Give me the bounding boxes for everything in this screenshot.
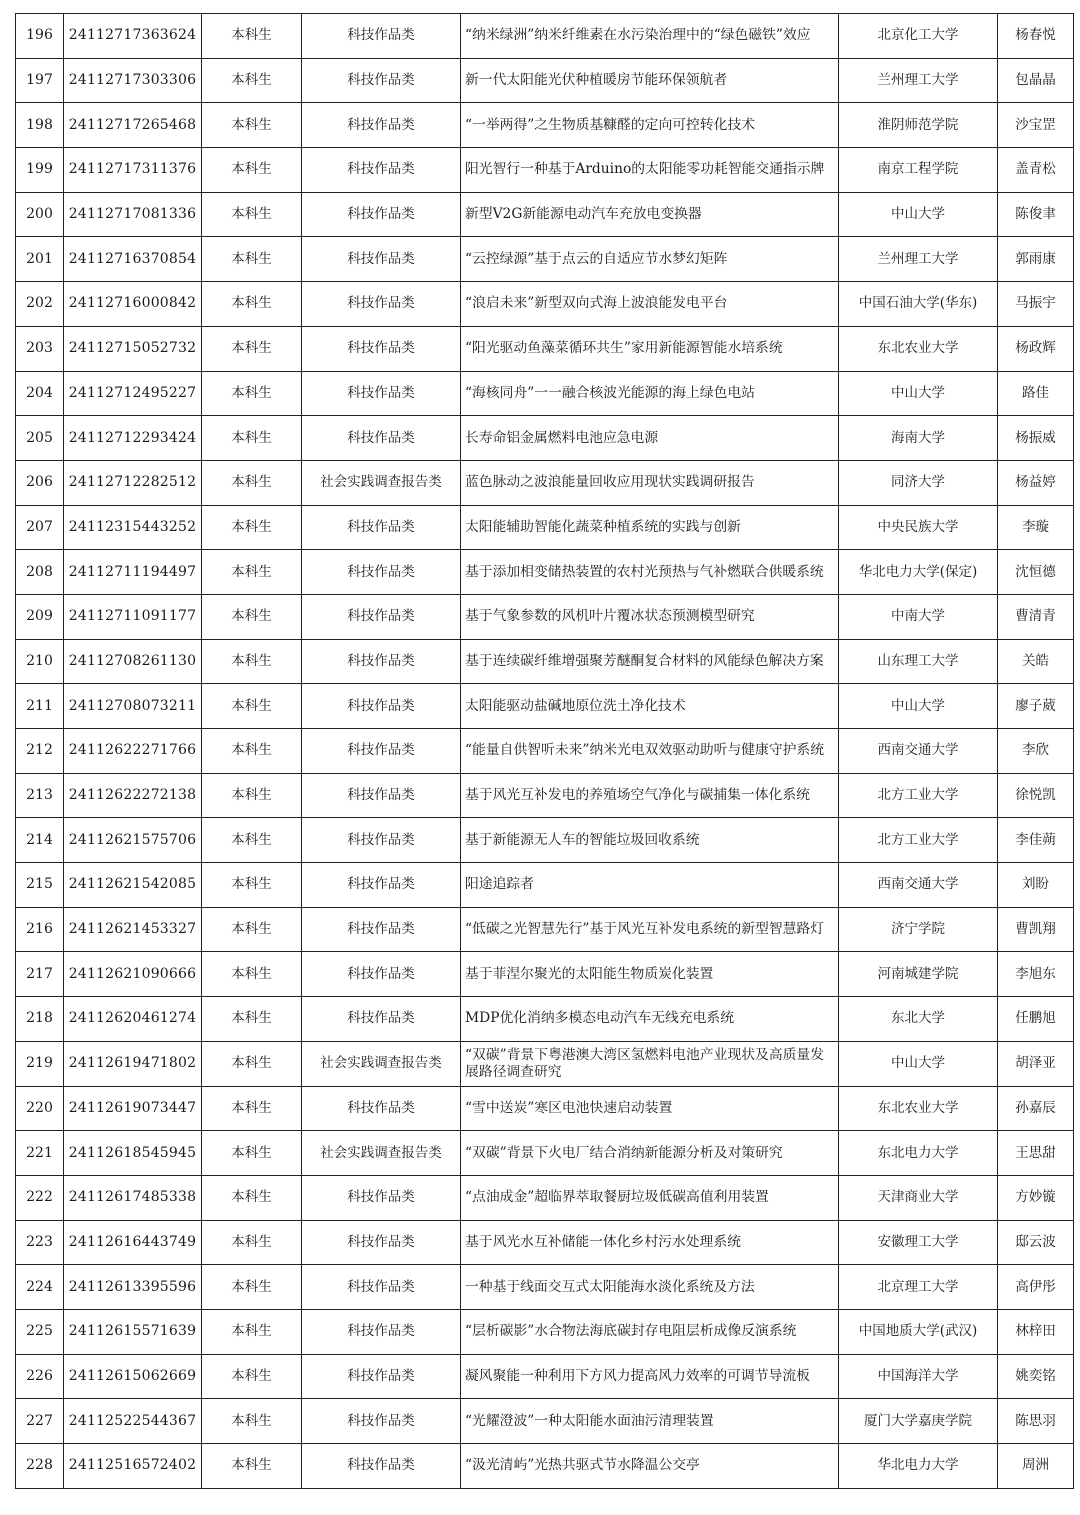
entry-code: 24112619073447 bbox=[64, 1086, 202, 1131]
school-name: 天津商业大学 bbox=[839, 1175, 998, 1220]
student-level: 本科生 bbox=[202, 1220, 302, 1265]
student-level: 本科生 bbox=[202, 505, 302, 550]
student-level: 本科生 bbox=[202, 192, 302, 237]
school-name: 海南大学 bbox=[839, 416, 998, 461]
entry-code: 24112621090666 bbox=[64, 952, 202, 997]
student-level: 本科生 bbox=[202, 326, 302, 371]
student-level: 本科生 bbox=[202, 639, 302, 684]
row-number: 228 bbox=[16, 1444, 64, 1489]
school-name: 中国石油大学(华东) bbox=[839, 282, 998, 327]
entry-code: 24112522544367 bbox=[64, 1399, 202, 1444]
work-title: “光耀澄波”一种太阳能水面油污清理装置 bbox=[461, 1399, 839, 1444]
row-number: 209 bbox=[16, 594, 64, 639]
person-name: 姚奕铭 bbox=[998, 1354, 1074, 1399]
student-level: 本科生 bbox=[202, 148, 302, 193]
work-category: 科技作品类 bbox=[302, 1444, 461, 1489]
student-level: 本科生 bbox=[202, 460, 302, 505]
table-row bbox=[16, 1354, 1074, 1399]
entry-code: 24112315443252 bbox=[64, 505, 202, 550]
work-category: 科技作品类 bbox=[302, 371, 461, 416]
student-level: 本科生 bbox=[202, 594, 302, 639]
school-name: 中央民族大学 bbox=[839, 505, 998, 550]
person-name: 高伊彤 bbox=[998, 1265, 1074, 1310]
row-number: 201 bbox=[16, 237, 64, 282]
row-number: 211 bbox=[16, 684, 64, 729]
table-row bbox=[16, 460, 1074, 505]
entry-code: 24112708261130 bbox=[64, 639, 202, 684]
row-number: 198 bbox=[16, 103, 64, 148]
work-category: 科技作品类 bbox=[302, 594, 461, 639]
table-row bbox=[16, 550, 1074, 595]
work-category: 科技作品类 bbox=[302, 148, 461, 193]
work-category: 科技作品类 bbox=[302, 192, 461, 237]
row-number: 208 bbox=[16, 550, 64, 595]
person-name: 曹清青 bbox=[998, 594, 1074, 639]
student-level: 本科生 bbox=[202, 237, 302, 282]
school-name: 西南交通大学 bbox=[839, 863, 998, 908]
entry-code: 24112712282512 bbox=[64, 460, 202, 505]
table-row bbox=[16, 1399, 1074, 1444]
student-level: 本科生 bbox=[202, 1041, 302, 1086]
work-title: “能量自供智听未来”纳米光电双效驱动助听与健康守护系统 bbox=[461, 729, 839, 774]
table-row bbox=[16, 863, 1074, 908]
work-category: 科技作品类 bbox=[302, 1354, 461, 1399]
person-name: 廖子葳 bbox=[998, 684, 1074, 729]
person-name: 周洲 bbox=[998, 1444, 1074, 1489]
table-row bbox=[16, 1131, 1074, 1176]
work-title: “海核同舟”一一融合核波光能源的海上绿色电站 bbox=[461, 371, 839, 416]
school-name: 东北大学 bbox=[839, 997, 998, 1042]
row-number: 221 bbox=[16, 1131, 64, 1176]
row-number: 217 bbox=[16, 952, 64, 997]
table-row bbox=[16, 282, 1074, 327]
row-number: 197 bbox=[16, 58, 64, 103]
entry-code: 24112716370854 bbox=[64, 237, 202, 282]
entry-code: 24112615571639 bbox=[64, 1309, 202, 1354]
student-level: 本科生 bbox=[202, 729, 302, 774]
work-category: 科技作品类 bbox=[302, 773, 461, 818]
row-number: 220 bbox=[16, 1086, 64, 1131]
table-row bbox=[16, 416, 1074, 461]
row-number: 223 bbox=[16, 1220, 64, 1265]
work-category: 科技作品类 bbox=[302, 1309, 461, 1354]
table-row bbox=[16, 1220, 1074, 1265]
table-row bbox=[16, 103, 1074, 148]
work-category: 科技作品类 bbox=[302, 729, 461, 774]
person-name: 李佳蒴 bbox=[998, 818, 1074, 863]
work-title: 新一代太阳能光伏种植暖房节能环保领航者 bbox=[461, 58, 839, 103]
work-title: “阳光驱动鱼藻菜循环共生”家用新能源智能水培系统 bbox=[461, 326, 839, 371]
person-name: 陈俊聿 bbox=[998, 192, 1074, 237]
school-name: 北方工业大学 bbox=[839, 773, 998, 818]
work-title: 太阳能辅助智能化蔬菜种植系统的实践与创新 bbox=[461, 505, 839, 550]
row-number: 219 bbox=[16, 1041, 64, 1086]
student-level: 本科生 bbox=[202, 773, 302, 818]
student-level: 本科生 bbox=[202, 1086, 302, 1131]
school-name: 山东理工大学 bbox=[839, 639, 998, 684]
person-name: 李璇 bbox=[998, 505, 1074, 550]
row-number: 216 bbox=[16, 907, 64, 952]
school-name: 厦门大学嘉庚学院 bbox=[839, 1399, 998, 1444]
row-number: 224 bbox=[16, 1265, 64, 1310]
student-level: 本科生 bbox=[202, 282, 302, 327]
person-name: 盖青松 bbox=[998, 148, 1074, 193]
school-name: 淮阴师范学院 bbox=[839, 103, 998, 148]
table-row bbox=[16, 1444, 1074, 1489]
work-category: 科技作品类 bbox=[302, 103, 461, 148]
school-name: 东北农业大学 bbox=[839, 1086, 998, 1131]
work-title: 基于连续碳纤维增强聚芳醚酮复合材料的风能绿色解决方案 bbox=[461, 639, 839, 684]
entry-code: 24112619471802 bbox=[64, 1041, 202, 1086]
work-title: “浪启未来”新型双向式海上波浪能发电平台 bbox=[461, 282, 839, 327]
person-name: 郭雨康 bbox=[998, 237, 1074, 282]
entry-code: 24112620461274 bbox=[64, 997, 202, 1042]
row-number: 199 bbox=[16, 148, 64, 193]
work-category: 科技作品类 bbox=[302, 416, 461, 461]
work-title: “云控绿源”基于点云的自适应节水梦幻矩阵 bbox=[461, 237, 839, 282]
work-title: “一举两得”之生物质基糠醛的定向可控转化技术 bbox=[461, 103, 839, 148]
school-name: 北京理工大学 bbox=[839, 1265, 998, 1310]
work-category: 社会实践调查报告类 bbox=[302, 460, 461, 505]
entry-code: 24112622271766 bbox=[64, 729, 202, 774]
row-number: 196 bbox=[16, 14, 64, 59]
student-level: 本科生 bbox=[202, 818, 302, 863]
table-row bbox=[16, 1041, 1074, 1086]
school-name: 中山大学 bbox=[839, 371, 998, 416]
work-category: 科技作品类 bbox=[302, 684, 461, 729]
school-name: 中山大学 bbox=[839, 192, 998, 237]
person-name: 李旭东 bbox=[998, 952, 1074, 997]
row-number: 212 bbox=[16, 729, 64, 774]
work-title: “纳米绿洲”纳米纤维素在水污染治理中的“绿色磁铁”效应 bbox=[461, 14, 839, 59]
entry-code: 24112711194497 bbox=[64, 550, 202, 595]
entry-code: 24112716000842 bbox=[64, 282, 202, 327]
student-level: 本科生 bbox=[202, 907, 302, 952]
student-level: 本科生 bbox=[202, 416, 302, 461]
person-name: 王思甜 bbox=[998, 1131, 1074, 1176]
work-title: 基于风光水互补储能一体化乡村污水处理系统 bbox=[461, 1220, 839, 1265]
table-row bbox=[16, 952, 1074, 997]
work-title: 蓝色脉动之波浪能量回收应用现状实践调研报告 bbox=[461, 460, 839, 505]
table-row bbox=[16, 594, 1074, 639]
work-category: 科技作品类 bbox=[302, 505, 461, 550]
row-number: 222 bbox=[16, 1175, 64, 1220]
entry-code: 24112616443749 bbox=[64, 1220, 202, 1265]
student-level: 本科生 bbox=[202, 1175, 302, 1220]
row-number: 226 bbox=[16, 1354, 64, 1399]
work-category: 科技作品类 bbox=[302, 58, 461, 103]
school-name: 北方工业大学 bbox=[839, 818, 998, 863]
school-name: 华北电力大学 bbox=[839, 1444, 998, 1489]
school-name: 中国海洋大学 bbox=[839, 1354, 998, 1399]
work-category: 社会实践调查报告类 bbox=[302, 1041, 461, 1086]
student-level: 本科生 bbox=[202, 1444, 302, 1489]
person-name: 胡泽亚 bbox=[998, 1041, 1074, 1086]
work-title: 基于气象参数的风机叶片覆冰状态预测模型研究 bbox=[461, 594, 839, 639]
school-name: 中山大学 bbox=[839, 684, 998, 729]
entry-code: 24112613395596 bbox=[64, 1265, 202, 1310]
row-number: 214 bbox=[16, 818, 64, 863]
person-name: 关皓 bbox=[998, 639, 1074, 684]
table-row bbox=[16, 1265, 1074, 1310]
student-level: 本科生 bbox=[202, 371, 302, 416]
table-row bbox=[16, 505, 1074, 550]
table-row bbox=[16, 1175, 1074, 1220]
work-title: “汲光清屿”光热共驱式节水降温公交亭 bbox=[461, 1444, 839, 1489]
student-level: 本科生 bbox=[202, 103, 302, 148]
entry-code: 24112618545945 bbox=[64, 1131, 202, 1176]
person-name: 方妙镟 bbox=[998, 1175, 1074, 1220]
work-title: “双碳”背景下火电厂结合消纳新能源分析及对策研究 bbox=[461, 1131, 839, 1176]
school-name: 华北电力大学(保定) bbox=[839, 550, 998, 595]
school-name: 兰州理工大学 bbox=[839, 58, 998, 103]
student-level: 本科生 bbox=[202, 863, 302, 908]
entry-code: 24112516572402 bbox=[64, 1444, 202, 1489]
school-name: 兰州理工大学 bbox=[839, 237, 998, 282]
work-category: 科技作品类 bbox=[302, 907, 461, 952]
table-row bbox=[16, 192, 1074, 237]
person-name: 马振宇 bbox=[998, 282, 1074, 327]
school-name: 中国地质大学(武汉) bbox=[839, 1309, 998, 1354]
person-name: 孙嘉辰 bbox=[998, 1086, 1074, 1131]
work-title: 太阳能驱动盐碱地原位洗土净化技术 bbox=[461, 684, 839, 729]
entry-code: 24112717081336 bbox=[64, 192, 202, 237]
work-category: 科技作品类 bbox=[302, 550, 461, 595]
person-name: 杨政辉 bbox=[998, 326, 1074, 371]
row-number: 227 bbox=[16, 1399, 64, 1444]
person-name: 徐悦凯 bbox=[998, 773, 1074, 818]
table-row bbox=[16, 371, 1074, 416]
work-title: “点油成金”超临界萃取餐厨垃圾低碳高值利用装置 bbox=[461, 1175, 839, 1220]
table-row bbox=[16, 58, 1074, 103]
work-title: 阳途追踪者 bbox=[461, 863, 839, 908]
entry-code: 24112712495227 bbox=[64, 371, 202, 416]
table-row bbox=[16, 818, 1074, 863]
person-name: 曹凯翔 bbox=[998, 907, 1074, 952]
student-level: 本科生 bbox=[202, 997, 302, 1042]
school-name: 河南城建学院 bbox=[839, 952, 998, 997]
award-list-table bbox=[15, 13, 1074, 1489]
student-level: 本科生 bbox=[202, 14, 302, 59]
table-row bbox=[16, 639, 1074, 684]
table-row bbox=[16, 237, 1074, 282]
entry-code: 24112717303306 bbox=[64, 58, 202, 103]
student-level: 本科生 bbox=[202, 952, 302, 997]
entry-code: 24112711091177 bbox=[64, 594, 202, 639]
person-name: 沙宝罡 bbox=[998, 103, 1074, 148]
work-category: 科技作品类 bbox=[302, 997, 461, 1042]
school-name: 东北电力大学 bbox=[839, 1131, 998, 1176]
work-title: 基于菲涅尔聚光的太阳能生物质炭化装置 bbox=[461, 952, 839, 997]
school-name: 东北农业大学 bbox=[839, 326, 998, 371]
table-body bbox=[16, 14, 1074, 1489]
row-number: 210 bbox=[16, 639, 64, 684]
row-number: 205 bbox=[16, 416, 64, 461]
work-category: 科技作品类 bbox=[302, 237, 461, 282]
work-category: 科技作品类 bbox=[302, 282, 461, 327]
work-category: 科技作品类 bbox=[302, 818, 461, 863]
work-category: 科技作品类 bbox=[302, 1265, 461, 1310]
work-title: “层析碳影”水合物法海底碳封存电阻层析成像反演系统 bbox=[461, 1309, 839, 1354]
work-title: 基于添加相变储热装置的农村光预热与气补燃联合供暖系统 bbox=[461, 550, 839, 595]
table-row bbox=[16, 14, 1074, 59]
school-name: 北京化工大学 bbox=[839, 14, 998, 59]
student-level: 本科生 bbox=[202, 1309, 302, 1354]
entry-code: 24112717311376 bbox=[64, 148, 202, 193]
table-row bbox=[16, 907, 1074, 952]
row-number: 225 bbox=[16, 1309, 64, 1354]
person-name: 杨春悦 bbox=[998, 14, 1074, 59]
table-row bbox=[16, 773, 1074, 818]
person-name: 林梓田 bbox=[998, 1309, 1074, 1354]
person-name: 杨振威 bbox=[998, 416, 1074, 461]
person-name: 任鹏旭 bbox=[998, 997, 1074, 1042]
work-title: 长寿命铝金属燃料电池应急电源 bbox=[461, 416, 839, 461]
row-number: 218 bbox=[16, 997, 64, 1042]
person-name: 沈恒德 bbox=[998, 550, 1074, 595]
work-title: 基于风光互补发电的养殖场空气净化与碳捕集一体化系统 bbox=[461, 773, 839, 818]
student-level: 本科生 bbox=[202, 1354, 302, 1399]
person-name: 杨益婷 bbox=[998, 460, 1074, 505]
person-name: 陈思羽 bbox=[998, 1399, 1074, 1444]
work-title: “双碳”背景下粤港澳大湾区氢燃料电池产业现状及高质量发展路径调查研究 bbox=[461, 1041, 839, 1086]
row-number: 207 bbox=[16, 505, 64, 550]
table-row bbox=[16, 997, 1074, 1042]
work-category: 科技作品类 bbox=[302, 863, 461, 908]
work-category: 科技作品类 bbox=[302, 14, 461, 59]
work-title: 新型V2G新能源电动汽车充放电变换器 bbox=[461, 192, 839, 237]
table-row bbox=[16, 148, 1074, 193]
work-category: 科技作品类 bbox=[302, 1399, 461, 1444]
person-name: 刘盼 bbox=[998, 863, 1074, 908]
person-name: 包晶晶 bbox=[998, 58, 1074, 103]
school-name: 济宁学院 bbox=[839, 907, 998, 952]
work-title: “雪中送炭”寒区电池快速启动装置 bbox=[461, 1086, 839, 1131]
work-title: 阳光智行一种基于Arduino的太阳能零功耗智能交通指示牌 bbox=[461, 148, 839, 193]
student-level: 本科生 bbox=[202, 58, 302, 103]
work-title: 基于新能源无人车的智能垃圾回收系统 bbox=[461, 818, 839, 863]
row-number: 200 bbox=[16, 192, 64, 237]
entry-code: 24112708073211 bbox=[64, 684, 202, 729]
entry-code: 24112717363624 bbox=[64, 14, 202, 59]
row-number: 206 bbox=[16, 460, 64, 505]
entry-code: 24112617485338 bbox=[64, 1175, 202, 1220]
work-category: 社会实践调查报告类 bbox=[302, 1131, 461, 1176]
student-level: 本科生 bbox=[202, 684, 302, 729]
school-name: 同济大学 bbox=[839, 460, 998, 505]
work-title: MDP优化消纳多模态电动汽车无线充电系统 bbox=[461, 997, 839, 1042]
table-row bbox=[16, 684, 1074, 729]
table-row bbox=[16, 1086, 1074, 1131]
school-name: 安徽理工大学 bbox=[839, 1220, 998, 1265]
row-number: 215 bbox=[16, 863, 64, 908]
work-category: 科技作品类 bbox=[302, 952, 461, 997]
entry-code: 24112621453327 bbox=[64, 907, 202, 952]
row-number: 204 bbox=[16, 371, 64, 416]
work-category: 科技作品类 bbox=[302, 1220, 461, 1265]
student-level: 本科生 bbox=[202, 1399, 302, 1444]
entry-code: 24112717265468 bbox=[64, 103, 202, 148]
work-title: 一种基于线面交互式太阳能海水淡化系统及方法 bbox=[461, 1265, 839, 1310]
work-category: 科技作品类 bbox=[302, 639, 461, 684]
work-category: 科技作品类 bbox=[302, 1175, 461, 1220]
row-number: 203 bbox=[16, 326, 64, 371]
person-name: 邸云波 bbox=[998, 1220, 1074, 1265]
school-name: 西南交通大学 bbox=[839, 729, 998, 774]
student-level: 本科生 bbox=[202, 1265, 302, 1310]
entry-code: 24112715052732 bbox=[64, 326, 202, 371]
school-name: 中山大学 bbox=[839, 1041, 998, 1086]
entry-code: 24112621575706 bbox=[64, 818, 202, 863]
school-name: 南京工程学院 bbox=[839, 148, 998, 193]
school-name: 中南大学 bbox=[839, 594, 998, 639]
table-row bbox=[16, 326, 1074, 371]
student-level: 本科生 bbox=[202, 550, 302, 595]
entry-code: 24112622272138 bbox=[64, 773, 202, 818]
work-title: “低碳之光智慧先行”基于风光互补发电系统的新型智慧路灯 bbox=[461, 907, 839, 952]
table-row bbox=[16, 729, 1074, 774]
work-category: 科技作品类 bbox=[302, 1086, 461, 1131]
row-number: 202 bbox=[16, 282, 64, 327]
person-name: 李欣 bbox=[998, 729, 1074, 774]
entry-code: 24112621542085 bbox=[64, 863, 202, 908]
entry-code: 24112615062669 bbox=[64, 1354, 202, 1399]
entry-code: 24112712293424 bbox=[64, 416, 202, 461]
table-row bbox=[16, 1309, 1074, 1354]
person-name: 路佳 bbox=[998, 371, 1074, 416]
student-level: 本科生 bbox=[202, 1131, 302, 1176]
row-number: 213 bbox=[16, 773, 64, 818]
work-category: 科技作品类 bbox=[302, 326, 461, 371]
work-title: 凝风聚能一种利用下方风力提高风力效率的可调节导流板 bbox=[461, 1354, 839, 1399]
